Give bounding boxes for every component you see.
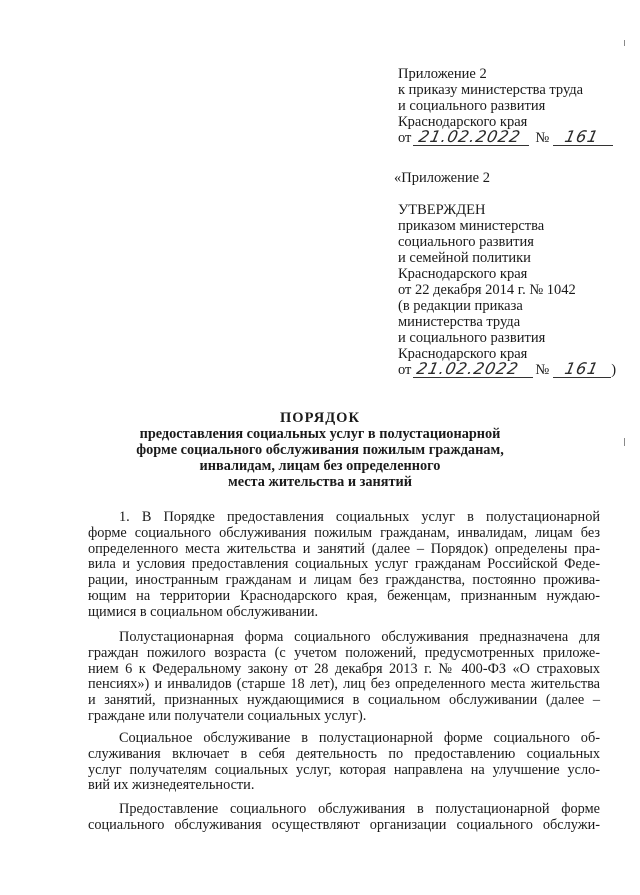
subtitle-line: форме социального обслуживания пожилым гражданам, — [136, 442, 504, 458]
text-line: вила и условия предоставления социальных услуг гражданам Российской Феде- — [88, 556, 600, 573]
subtitle-line: места жительства и занятий — [227, 474, 413, 490]
date-prefix: от — [398, 130, 412, 146]
closing-paren: ) — [611, 362, 617, 378]
number-sign: № — [535, 130, 550, 146]
approval-line: Краснодарского края — [398, 346, 528, 362]
number-line — [553, 127, 613, 146]
number-sign: № — [535, 362, 550, 378]
text-line: пенсиях») и инвалидов (старше 18 лет), лиц без определенного места жительства — [88, 676, 600, 693]
subtitle-line: предоставления социальных услуг в полустационарной — [139, 426, 501, 442]
date-line — [413, 359, 533, 378]
text-line: служивания включает в себя деятельность по предоставлению социальных — [88, 745, 600, 762]
header-line: Краснодарского края — [398, 114, 528, 130]
header-line: Приложение 2 — [398, 66, 487, 82]
handwritten-number: 161 — [563, 359, 601, 378]
approval-line: и семейной политики — [398, 250, 531, 266]
handwritten-date: 21.02.2022 — [415, 359, 522, 378]
text-line: социального обслуживания осуществляют организации социального обслужи- — [88, 816, 600, 833]
handwritten-number: 161 — [563, 127, 601, 146]
text-line: форме социального обслуживания пожилым гражданам, инвалидам, лицам без — [88, 524, 600, 541]
text-line: вий их жизнедеятельности. — [88, 777, 255, 794]
date-prefix: от — [398, 362, 412, 378]
text-line: Предоставление социального обслуживания в полустационарной форме — [119, 801, 600, 817]
header-date-row — [398, 127, 613, 146]
spacer — [398, 186, 616, 202]
text-line: граждан пожилого возраста (с учетом положений, предусмотренных приложе- — [88, 644, 600, 661]
paragraph-3 — [88, 731, 600, 794]
approval-line: приказом министерства — [398, 218, 545, 234]
text-line: рации, иностранным гражданам и лицам без гражданства, постоянно прожива- — [88, 572, 600, 589]
paragraph-1 — [88, 510, 600, 621]
scan-edge-mark — [624, 40, 625, 46]
header-line: к приказу министерства труда — [398, 82, 584, 98]
text-line: нием 6 к Федеральному закону от 28 декабря 2013 г. № 400-ФЗ «О страховых — [88, 660, 600, 677]
text-line: ющим на территории Краснодарского края, беженцам, признанным нуждаю- — [88, 587, 600, 604]
text-line: 1. В Порядке предоставления социальных услуг в полустационарной — [119, 509, 600, 525]
text-line: Социальное обслуживание в полустационарной форме социального об- — [119, 730, 600, 746]
text-line: определенного места жительства и занятий (далее – Порядок) определены пра- — [88, 540, 600, 557]
approval-line: Краснодарского края — [398, 266, 528, 282]
approval-line: (в редакции приказа — [398, 298, 523, 314]
approval-line: от 22 декабря 2014 г. № 1042 — [398, 282, 576, 298]
approval-line: министерства труда — [398, 314, 521, 330]
text-line: щимися в социальном обслуживании. — [88, 603, 319, 620]
header-block — [398, 66, 613, 146]
document-title: ПОРЯДОК — [280, 410, 360, 426]
scan-edge-mark — [624, 438, 625, 446]
paragraph-2 — [88, 630, 600, 725]
approved-label: УТВЕРЖДЕН — [398, 202, 486, 218]
text-line: и занятий, признанных нуждающимися в социальном обслуживании (далее – — [88, 692, 600, 709]
text-line: услуг получателям социальных услуг, которая направлена на улучшение усло- — [88, 761, 600, 778]
approval-line: и социального развития — [398, 330, 546, 346]
paragraph-4 — [88, 802, 600, 834]
appendix-label: «Приложение 2 — [394, 170, 490, 186]
number-line — [553, 359, 611, 378]
approval-date-row — [398, 359, 617, 378]
header-line: и социального развития — [398, 98, 546, 114]
date-line — [413, 127, 529, 146]
text-line: Полустационарная форма социального обслуживания предназначена для — [119, 629, 600, 645]
document-subtitle — [120, 426, 520, 490]
approval-line: социального развития — [398, 234, 534, 250]
subtitle-line: инвалидам, лицам без определенного — [199, 458, 441, 474]
approval-block — [394, 170, 617, 378]
text-line: граждане или получатели социальных услуг). — [88, 707, 367, 724]
handwritten-date: 21.02.2022 — [417, 127, 524, 146]
